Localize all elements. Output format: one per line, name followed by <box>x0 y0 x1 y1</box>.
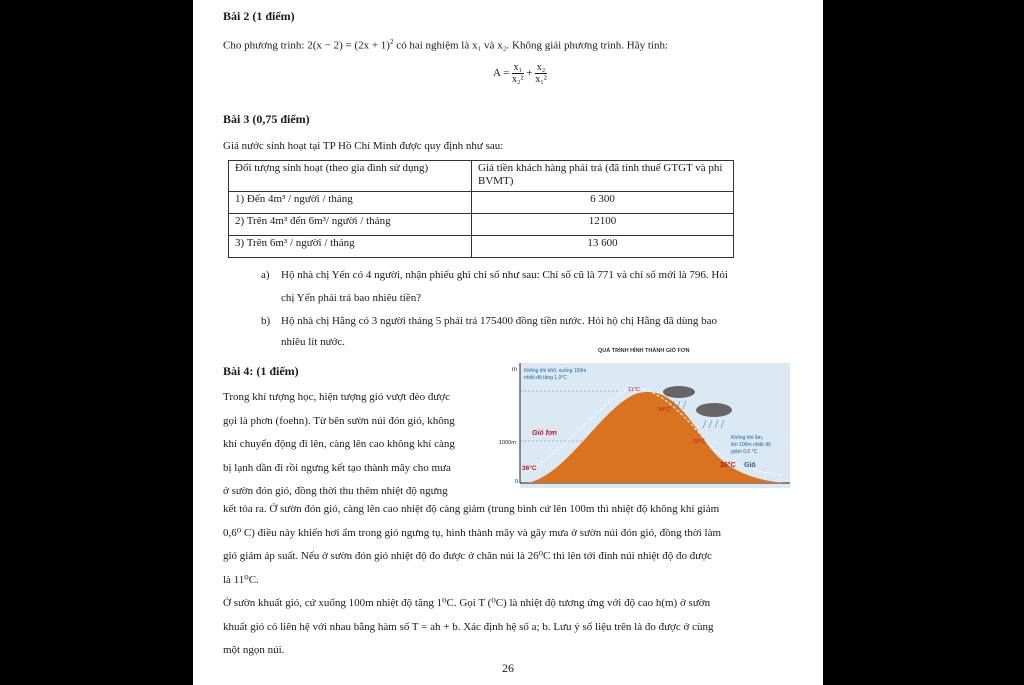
page-number: 26 <box>502 661 514 675</box>
cloud-icon <box>696 403 732 417</box>
note-right-2: lên 100m nhiệt độ <box>731 442 771 448</box>
question-b-line1: Hộ nhà chị Hằng có 3 người tháng 5 phải trả 175400 đồng tiền nước. Hỏi hộ chị Hằng đã dùng bao <box>281 315 717 327</box>
bai3-intro: Giá nước sinh hoạt tại TP Hồ Chí Minh được quy định như sau: <box>223 140 504 152</box>
table-cell-price: 6 300 <box>472 192 734 214</box>
temp-20: 20°C <box>693 439 706 445</box>
formula-frac2 <box>535 62 546 85</box>
water-price-table <box>228 160 734 258</box>
bai4-line: Trong khí tượng học, hiện tượng gió vượt đèo được <box>223 391 450 403</box>
table-row <box>229 192 734 214</box>
formula-A <box>493 62 547 85</box>
bai4-line: 0,6⁰ C) điều này khiến hơi ẩm trong gió ngưng tụ, hình thành mây và gây mưa ở sườn núi đón gió, đồng thời làm <box>223 526 722 539</box>
frac1-den: x₂² <box>512 74 524 85</box>
table-row <box>229 214 734 236</box>
y-tick-0: 0 <box>515 479 519 485</box>
bai4-line: bị lạnh dần đi rồi ngưng kết tạo thành mây cho mưa <box>223 461 451 474</box>
bai4-line: Ở sườn khuất gió, cứ xuống 100m nhiệt độ tăng 1⁰C. Gọi T (⁰C) là nhiệt độ tương ứng với độ cao h(m) ở sườn <box>223 597 711 609</box>
formula-A-label: A = <box>493 67 510 80</box>
table-header-col1: Đối tượng sinh hoạt (theo gia đình sử dụng) <box>229 161 472 192</box>
bai4-paragraph-narrow <box>223 386 485 504</box>
y-axis-unit: m <box>512 367 517 373</box>
table-cell-label: 1) Đến 4m³ / người / tháng <box>229 192 472 214</box>
bai4-line: một ngọn núi. <box>223 644 285 656</box>
temp-26: 26°C <box>720 462 736 469</box>
bai4-line: khí chuyển động đi lên, càng lên cao không khí càng <box>223 438 455 450</box>
table-header-row <box>229 161 734 192</box>
bai4-title: Bài 4: (1 điểm) <box>223 364 299 378</box>
label-gio: Gió <box>744 462 756 469</box>
frac2-num: x₂ <box>536 62 546 73</box>
frac2-den: x₁² <box>535 74 547 85</box>
bai2-statement <box>223 38 668 52</box>
bai4-line: kết tỏa ra. Ở sườn đón gió, càng lên cao nhiệt độ càng giảm (trung bình cứ lên 100m thì nhiệt độ không khí giảm <box>223 503 720 515</box>
bai4-line: khuất gió có liên hệ với nhau bằng hàm số T = ah + b. Xác định hệ số a; b. Lưu ý số liệu trên là đo được ở cùng <box>223 620 714 633</box>
question-b-line2: nhiêu lít nước. <box>281 336 346 348</box>
bai3-title: Bài 3 (0,75 điểm) <box>223 112 310 126</box>
question-a-letter: a) <box>261 269 270 281</box>
bai4-paragraph-full <box>223 498 793 592</box>
frac1-num: x₁ <box>513 62 523 73</box>
bai4-line: ở sườn đón gió, đồng thời thu thêm nhiệt độ ngưng <box>223 485 448 497</box>
formula-plus: + <box>526 67 533 80</box>
question-a-line1: Hộ nhà chị Yến có 4 người, nhận phiếu ghi chỉ số như sau: Chỉ số cũ là 771 và chỉ số mới là 796. Hỏi <box>281 269 728 281</box>
note-right-1: Không khí ẩm, <box>731 435 764 441</box>
table-cell-label: 2) Trên 4m³ đến 6m³/ người / tháng <box>229 214 472 236</box>
temp-14: 14°C <box>658 407 671 413</box>
temp-36: 36°C <box>522 465 537 472</box>
label-gio-fon: Gió fơn <box>532 430 557 437</box>
y-tick-1000: 1000m <box>499 440 516 446</box>
temp-peak: 11°C <box>628 387 640 393</box>
table-row <box>229 236 734 258</box>
bai2-title: Bài 2 (1 điểm) <box>223 9 295 23</box>
bai4-line: là 11⁰C. <box>223 573 259 586</box>
note-left-1: Không khí khô, xuống 100m <box>524 368 587 374</box>
note-left-2: nhiệt độ tăng 1,0°C <box>524 375 567 381</box>
question-b-letter: b) <box>261 315 271 327</box>
table-cell-price: 12100 <box>472 214 734 236</box>
foehn-diagram <box>498 343 793 491</box>
table-cell-label: 3) Trên 6m³ / người / tháng <box>229 236 472 258</box>
bai2-stmt-sup: 2 <box>389 38 394 46</box>
bai2-stmt-end: có hai nghiệm là x₁ và x₂. Không giải phương trình. Hãy tính: <box>393 39 669 52</box>
cloud-icon <box>663 386 695 398</box>
bai2-stmt-start: Cho phương trình: 2(x − 2) = (2x + 1) <box>223 39 390 52</box>
document-page <box>193 0 823 685</box>
question-a-line2: chị Yến phải trả bao nhiêu tiền? <box>281 292 422 304</box>
bai4-line: gió giảm áp suất. Nếu ở sườn đón gió nhiệt độ đo được ở chân núi là 26⁰C thì lên tới đỉnh núi nhiệt độ đo được <box>223 550 712 562</box>
bai4-paragraph-last <box>223 592 793 663</box>
table-cell-price: 13 600 <box>472 236 734 258</box>
bai4-line: gọi là phơn (foehn). Từ bên sườn núi đón gió, không <box>223 414 455 427</box>
note-right-3: giảm 0,6 °C <box>731 449 758 455</box>
formula-frac1 <box>512 62 523 85</box>
table-header-col2: Giá tiền khách hàng phải trả (đã tính thuế GTGT và phí BVMT) <box>472 161 734 192</box>
figure-title: QUÁ TRÌNH HÌNH THÀNH GIÓ FƠN <box>598 348 690 354</box>
